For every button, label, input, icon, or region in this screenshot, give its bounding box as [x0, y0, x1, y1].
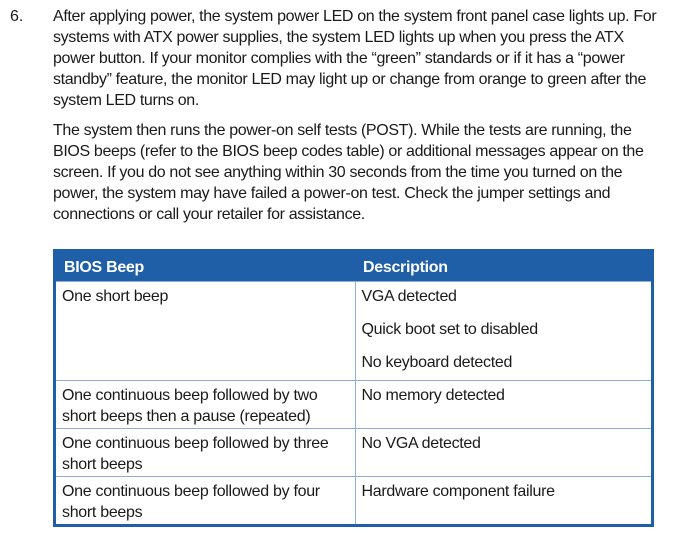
description-cell	[355, 282, 653, 381]
paragraph-text: The system then runs the power-on self tests (POST). While the tests are running, the BIOS beeps (refer to the BIOS beep codes table) or additional messages appear on the screen. If you do not see anything within 30 seconds from the time you turned on the power, the system may have failed a power-on test. Check the jumper settings and connections or call your retailer for assistance.	[53, 122, 644, 223]
beep-cell: One continuous beep followed by two short beeps then a pause (repeated)	[55, 381, 356, 429]
table-row	[55, 477, 653, 526]
table-row	[55, 429, 653, 477]
step-number: 6.	[10, 8, 24, 25]
description-line: VGA detected	[361, 288, 457, 305]
description-line: No VGA detected	[361, 435, 481, 452]
description-cell	[355, 477, 653, 526]
step-paragraph-post	[53, 120, 659, 225]
beep-cell: One continuous beep followed by four short beeps	[55, 477, 356, 526]
table-header-row	[55, 251, 653, 282]
table-row	[55, 381, 653, 429]
description-line: No keyboard detected	[361, 354, 513, 371]
step-paragraph-power-led	[53, 6, 659, 111]
description-cell	[355, 381, 653, 429]
header-bios-beep: BIOS Beep	[55, 251, 356, 282]
beep-cell: One short beep	[55, 282, 356, 381]
header-description: Description	[355, 251, 653, 282]
table-row	[55, 282, 653, 381]
description-line: Hardware component failure	[361, 483, 555, 500]
bios-beep-table	[53, 249, 654, 527]
paragraph-text: After applying power, the system power LED on the system front panel case lights up. For systems with ATX power supplies, the system LED lights up when you press the ATX power button. If your monitor complies with the “green” standards or if it has a “power standby” feature, the monitor LED may light up or change from orange to green after the system LED turns on.	[53, 8, 657, 109]
description-cell	[355, 429, 653, 477]
description-line: Quick boot set to disabled	[361, 321, 538, 338]
beep-cell: One continuous beep followed by three short beeps	[55, 429, 356, 477]
description-line: No memory detected	[361, 387, 505, 404]
